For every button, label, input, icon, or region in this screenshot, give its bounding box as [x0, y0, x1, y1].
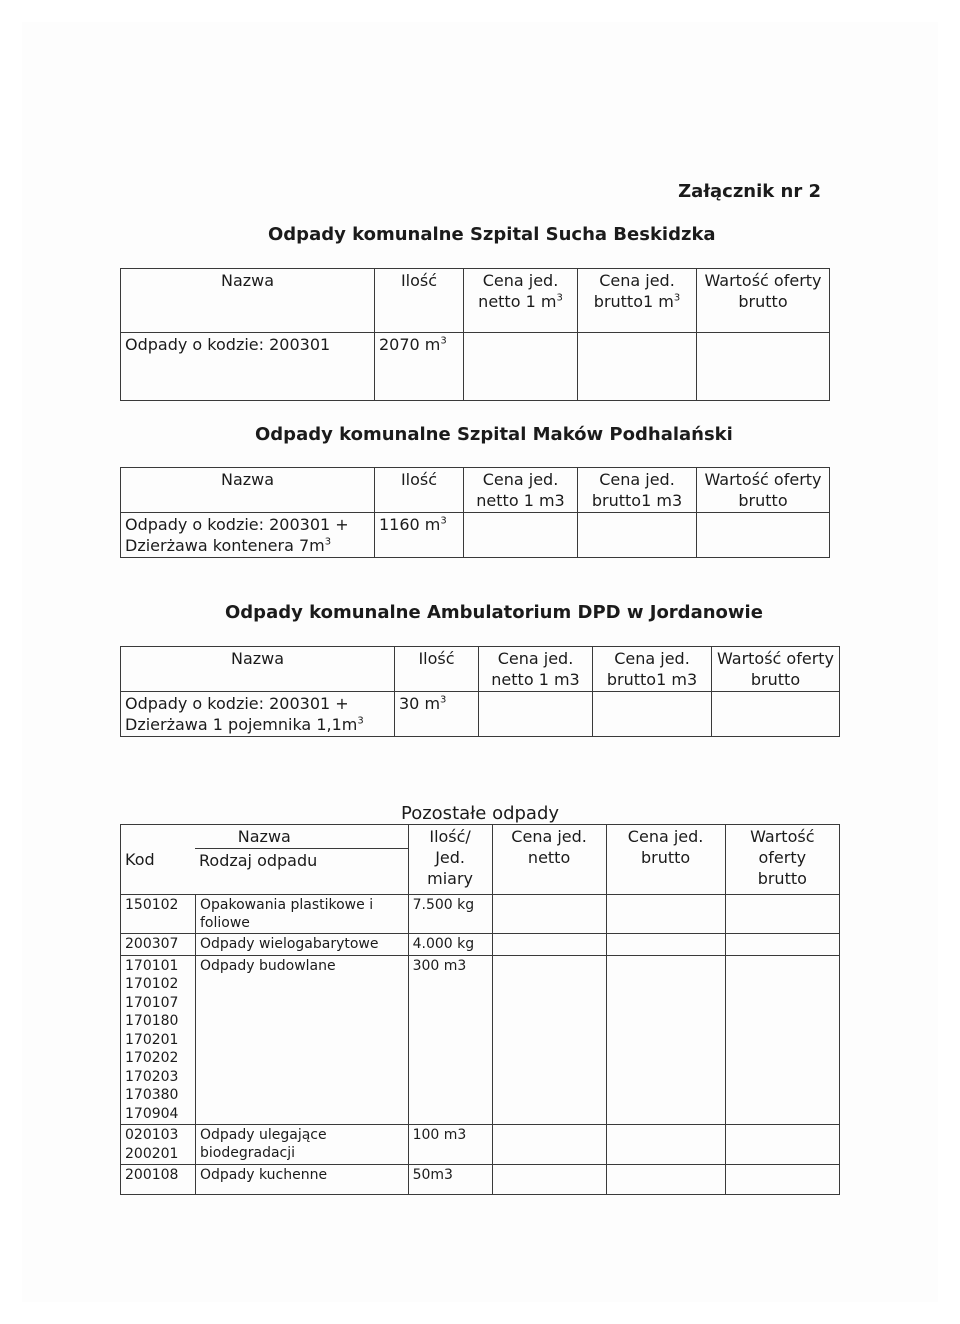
cell-brutto-empty: [578, 333, 697, 401]
waste-qty: 50m3: [408, 1165, 492, 1195]
cell-value-empty: [697, 333, 830, 401]
empty-price-cell: [492, 934, 606, 956]
table-makow: [120, 467, 830, 558]
waste-code-item: 170904: [125, 1105, 179, 1122]
section-title-other: Pozostałe odpady: [401, 803, 560, 824]
row-qty: 30 $m^3$: [395, 692, 479, 737]
waste-code-item: 200201: [125, 1145, 179, 1162]
header-brutto: Cena jed. brutto1 m3: [593, 647, 712, 692]
waste-code-item: 170203: [125, 1068, 179, 1085]
empty-price-cell: [606, 934, 725, 956]
waste-code-item: 170380: [125, 1087, 179, 1103]
waste-code-item: 200307: [125, 936, 179, 952]
waste-code-item: 200108: [125, 1167, 179, 1183]
section-title-makow: Odpady komunalne Szpital Maków Podhalański: [255, 424, 733, 445]
cell-brutto-empty: [578, 513, 697, 558]
empty-price-cell: [606, 895, 725, 934]
waste-code-item: 170101: [125, 957, 179, 974]
waste-code-item: 150102: [125, 897, 179, 913]
empty-price-cell: [606, 1165, 725, 1195]
waste-qty: 100 m3: [408, 1125, 492, 1165]
waste-code-item: 170202: [125, 1050, 179, 1066]
header-name: Nazwa: [121, 647, 395, 692]
empty-price-cell: [725, 895, 839, 934]
cell-netto-empty: [464, 333, 578, 401]
cell-brutto-empty: [593, 692, 712, 737]
row-name: Odpady o kodzie: 200301 + Dzierżawa 1 pojemnika $1,1m^3$: [121, 692, 395, 737]
cell-netto-empty: [464, 513, 578, 558]
header-brutto: Cena jed. brutto1 m3: [578, 468, 697, 513]
header-brutto: Cena jed. brutto: [606, 825, 725, 895]
waste-type: Odpady ulegające biodegradacji: [196, 1125, 409, 1165]
row-name: Odpady o kodzie: 200301 + Dzierżawa kontenera $7m^3$: [121, 513, 375, 558]
row-name: Odpady o kodzie: 200301: [121, 333, 375, 401]
empty-price-cell: [492, 1125, 606, 1165]
empty-price-cell: [492, 1165, 606, 1195]
section-title-jordanow: Odpady komunalne Ambulatorium DPD w Jordanowie: [225, 602, 763, 623]
table-row: [121, 1165, 840, 1195]
header-name: Nazwa: [121, 269, 375, 333]
waste-code: [121, 934, 196, 956]
header-netto: Cena jed. netto 1 $m^3$: [464, 269, 578, 333]
table-sucha: [120, 268, 830, 401]
row-qty: 1160 $m^3$: [375, 513, 464, 558]
cell-netto-empty: [479, 692, 593, 737]
table-jordanow: [120, 646, 840, 737]
waste-code-item: 170102: [125, 976, 179, 992]
header-qty-unit: Ilość/ Jed. miary: [408, 825, 492, 895]
header-netto: Cena jed. netto 1 m3: [479, 647, 593, 692]
waste-code-item: 170107: [125, 994, 179, 1011]
waste-qty: 7.500 kg: [408, 895, 492, 934]
empty-price-cell: [725, 1125, 839, 1165]
header-brutto: Cena jed. brutto1 $m^3$: [578, 269, 697, 333]
header-netto: Cena jed. netto: [492, 825, 606, 895]
header-value: Wartość oferty brutto: [712, 647, 840, 692]
header-qty: Ilość: [395, 647, 479, 692]
waste-code-item: 170180: [125, 1013, 179, 1029]
table-row: [121, 934, 840, 956]
empty-price-cell: [725, 955, 839, 1125]
cell-value-empty: [697, 513, 830, 558]
section-title-sucha: Odpady komunalne Szpital Sucha Beskidzka: [268, 224, 716, 245]
header-value: Wartość oferty brutto: [725, 825, 839, 895]
waste-qty: 300 m3: [408, 955, 492, 1125]
waste-code: [121, 895, 196, 934]
empty-price-cell: [725, 1165, 839, 1195]
annex-label: Załącznik nr 2: [678, 181, 821, 202]
waste-type: Odpady budowlane: [196, 955, 409, 1125]
header-name: Nazwa: [121, 468, 375, 513]
header-qty: Ilość: [375, 269, 464, 333]
header-value: Wartość oferty brutto: [697, 269, 830, 333]
table-row: [121, 1125, 840, 1165]
empty-price-cell: [606, 1125, 725, 1165]
header-name-kind: Nazwa Kod Rodzaj odpadu: [121, 825, 409, 895]
header-netto: Cena jed. netto 1 m3: [464, 468, 578, 513]
waste-code-item: 170201: [125, 1031, 179, 1048]
table-other-waste: [120, 824, 840, 1195]
waste-type: Odpady kuchenne: [196, 1165, 409, 1195]
empty-price-cell: [492, 895, 606, 934]
waste-qty: 4.000 kg: [408, 934, 492, 956]
empty-price-cell: [492, 955, 606, 1125]
empty-price-cell: [725, 934, 839, 956]
cell-value-empty: [712, 692, 840, 737]
header-qty: Ilość: [375, 468, 464, 513]
waste-code: [121, 955, 196, 1125]
table-row: [121, 955, 840, 1125]
empty-price-cell: [606, 955, 725, 1125]
waste-type: Odpady wielogabarytowe: [196, 934, 409, 956]
header-value: Wartość oferty brutto: [697, 468, 830, 513]
table-row: [121, 895, 840, 934]
waste-type: Opakowania plastikowe i foliowe: [196, 895, 409, 934]
waste-code-item: 020103: [125, 1127, 179, 1143]
waste-code: [121, 1165, 196, 1195]
row-qty: 2070 $m^3$: [375, 333, 464, 401]
waste-code: [121, 1125, 196, 1165]
